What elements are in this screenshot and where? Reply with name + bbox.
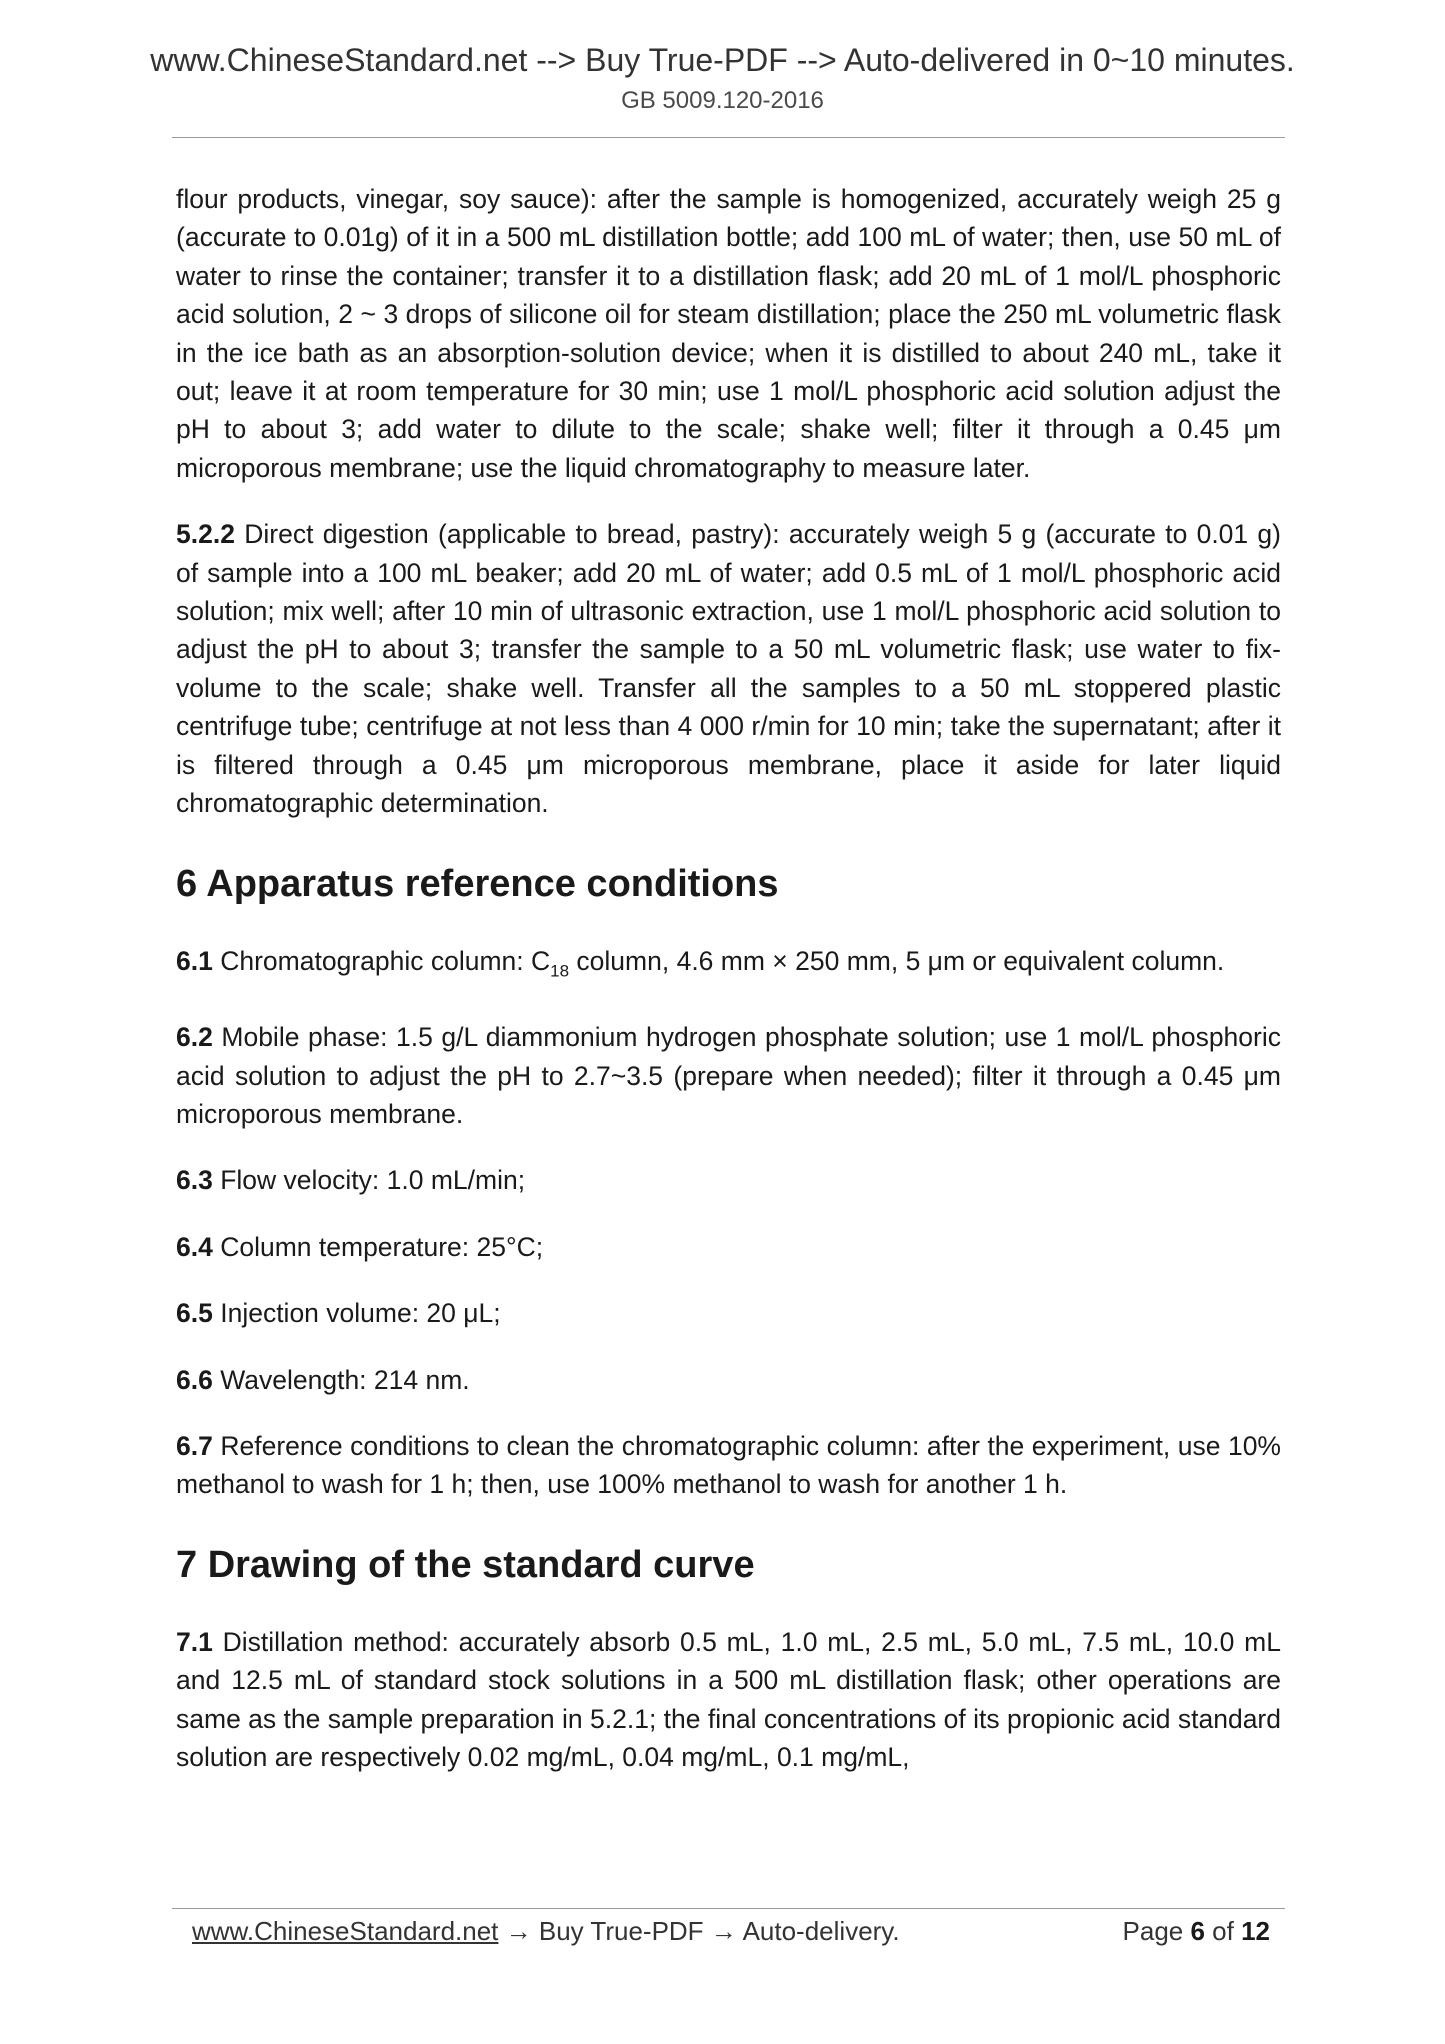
clause-number: 7.1 xyxy=(176,1626,213,1657)
section-7-heading: 7 Drawing of the standard curve xyxy=(176,1543,755,1586)
clause-text: Flow velocity: 1.0 mL/min; xyxy=(220,1165,526,1196)
clause-6-1 xyxy=(176,942,1281,991)
document-code: GB 5009.120-2016 xyxy=(621,87,824,114)
clause-text: Distillation method: accurately absorb 0.5 mL, 1.0 mL, 2.5 mL, 5.0 mL, 7.5 mL, 10.0 mL and 12.5 mL of standard stock solutions in a 500 mL distillation flask; other operations are same as the sample preparation in 5.2.1; the final concentrations of its propionic acid standard solution are respectively 0.02 mg/mL, 0.04 mg/mL, 0.1 mg/mL, xyxy=(176,1626,1281,1773)
footer-site-link[interactable]: www.ChineseStandard.net xyxy=(192,1916,499,1946)
clause-text: Chromatographic column: C xyxy=(220,945,551,976)
footer-tagline: → Buy True-PDF → Auto-delivery. xyxy=(498,1916,900,1946)
clause-text-cont: column, 4.6 mm × 250 mm, 5 μm or equivalent column. xyxy=(569,945,1225,976)
clause-number: 6.2 xyxy=(176,1022,213,1053)
clause-number: 6.7 xyxy=(176,1431,213,1462)
clause-6-4 xyxy=(176,1228,1281,1266)
page-of: of xyxy=(1204,1916,1242,1946)
paragraph-continued: flour products, vinegar, soy sauce): after the sample is homogenized, accurately weigh 25 g (accurate to 0.01g) of it in a 500 mL distillation bottle; add 100 mL of water; then, use 50 mL of water to rinse the container; transfer it to a distillation flask; add 20 mL of 1 mol/L phosphoric acid solution, 2 ~ 3 drops of silicone oil for steam distillation; place the 250 mL volumetric flask in the ice bath as an absorption-solution device; when it is distilled to about 240 mL, take it out; leave it at room temperature for 30 min; use 1 mol/L phosphoric acid solution adjust the pH to about 3; add water to dilute to the scale; shake well; filter it through a 0.45 μm microporous membrane; use the liquid chromatography to measure later. xyxy=(176,184,1281,483)
page-word: Page xyxy=(1122,1916,1191,1946)
footer-left xyxy=(192,1915,900,1947)
clause-text: Column temperature: 25°C; xyxy=(220,1231,544,1262)
page-current: 6 xyxy=(1190,1916,1205,1946)
clause-6-5 xyxy=(176,1294,1281,1332)
page-content xyxy=(176,180,1281,1804)
clause-text: Mobile phase: 1.5 g/L diammonium hydrogen phosphate solution; use 1 mol/L phosphoric acid solution to adjust the pH to 2.7~3.5 (prepare when needed); filter it through a 0.45 μm microporous membrane. xyxy=(176,1022,1281,1130)
section-6-heading: 6 Apparatus reference conditions xyxy=(176,862,779,905)
page-number xyxy=(1123,1915,1270,1947)
clause-text: Injection volume: 20 μL; xyxy=(220,1298,501,1329)
clause-text: Reference conditions to clean the chromatographic column: after the experiment, use 10% methanol to wash for 1 h; then, use 100% methanol to wash for another 1 h. xyxy=(176,1431,1281,1500)
clause-number: 6.1 xyxy=(176,945,213,976)
clause-7-1 xyxy=(176,1623,1281,1777)
page-total: 12 xyxy=(1241,1916,1270,1946)
clause-6-2 xyxy=(176,1018,1281,1133)
clause-number: 6.4 xyxy=(176,1231,213,1262)
clause-6-3 xyxy=(176,1161,1281,1199)
clause-number: 5.2.2 xyxy=(176,519,235,550)
clause-number: 6.6 xyxy=(176,1364,213,1395)
header-banner: www.ChineseStandard.net --> Buy True-PDF --> Auto-delivered in 0~10 minutes. xyxy=(150,42,1295,78)
clause-text: Wavelength: 214 nm. xyxy=(220,1364,470,1395)
clause-number: 6.5 xyxy=(176,1298,213,1329)
clause-6-7 xyxy=(176,1427,1281,1504)
subscript: 18 xyxy=(550,960,570,980)
footer-divider xyxy=(172,1908,1285,1909)
clause-text: Direct digestion (applicable to bread, pastry): accurately weigh 5 g (accurate to 0.01 g) of sample into a 100 mL beaker; add 20 mL of water; add 0.5 mL of 1 mol/L phosphoric acid solution; mix well; after 10 min of ultrasonic extraction, use 1 mol/L phosphoric acid solution to adjust the pH to about 3; transfer the sample to a 50 mL volumetric flask; use water to fix-volume to the scale; shake well. Transfer all the samples to a 50 mL stoppered plastic centrifuge tube; centrifuge at not less than 4 000 r/min for 10 min; take the supernatant; after it is filtered through a 0.45 μm microporous membrane, place it aside for later liquid chromatographic determination. xyxy=(176,519,1281,819)
header-divider xyxy=(172,137,1285,138)
clause-5-2-2 xyxy=(176,515,1281,822)
clause-6-6 xyxy=(176,1361,1281,1399)
clause-number: 6.3 xyxy=(176,1165,213,1196)
